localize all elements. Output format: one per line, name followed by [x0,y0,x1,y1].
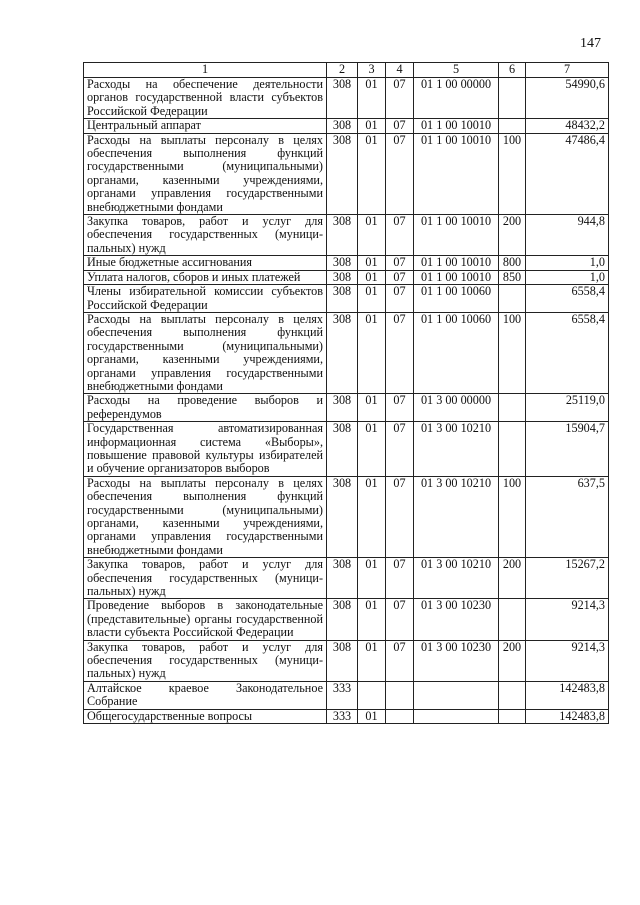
cell-section: 01 [358,270,386,284]
cell-name: Государственная автоматизированная информационная система «Выборы», повышение правовой культуры избирателей и обучение организаторов выборов [84,422,327,477]
cell-expense-type [499,119,526,133]
cell-target-article: 01 1 00 10010 [414,119,499,133]
budget-table [83,62,609,724]
cell-admin-code: 308 [327,476,358,557]
cell-name: Расходы на обеспечение деятельности органов государственной власти субъектов Российской Федерации [84,78,327,119]
cell-section: 01 [358,709,386,723]
cell-name: Расходы на выплаты персоналу в целях обеспечения выполнения функций государственными (муниципальными) органами, казенными учреждениями, органами управления государственными внебюджетными фондами [84,476,327,557]
header-col-7: 7 [526,63,609,78]
cell-admin-code: 308 [327,78,358,119]
cell-section: 01 [358,285,386,313]
cell-name: Расходы на проведение выборов и референдумов [84,394,327,422]
cell-section: 01 [358,599,386,640]
cell-admin-code: 308 [327,394,358,422]
cell-amount: 142483,8 [526,681,609,709]
cell-admin-code: 308 [327,270,358,284]
cell-section: 01 [358,558,386,599]
cell-amount: 9214,3 [526,640,609,681]
cell-name: Общегосударственные вопросы [84,709,327,723]
table-row [84,394,609,422]
cell-name: Расходы на выплаты персоналу в целях обеспечения выполнения функций государственными (муниципальными) органами, казенными учреждениями, органами управления государственными внебюджетными фондами [84,133,327,214]
cell-expense-type [499,422,526,477]
cell-section: 01 [358,394,386,422]
cell-target-article: 01 1 00 10010 [414,133,499,214]
cell-section: 01 [358,215,386,256]
cell-subsection: 07 [386,394,414,422]
cell-admin-code: 308 [327,640,358,681]
cell-admin-code: 308 [327,215,358,256]
table-row [84,558,609,599]
table-row [84,78,609,119]
cell-subsection [386,681,414,709]
cell-name: Уплата налогов, сборов и иных платежей [84,270,327,284]
cell-expense-type: 200 [499,558,526,599]
table-body [84,78,609,724]
cell-target-article: 01 3 00 10210 [414,558,499,599]
cell-amount: 637,5 [526,476,609,557]
cell-target-article: 01 3 00 00000 [414,394,499,422]
table-row [84,476,609,557]
cell-name: Члены избирательной комиссии субъектов Российской Федерации [84,285,327,313]
table-row [84,119,609,133]
cell-name: Закупка товаров, работ и услуг для обеспечения государственных (муниципальных) нужд [84,558,327,599]
cell-amount: 47486,4 [526,133,609,214]
header-col-3: 3 [358,63,386,78]
cell-admin-code: 308 [327,285,358,313]
cell-admin-code: 333 [327,681,358,709]
cell-expense-type [499,599,526,640]
cell-subsection: 07 [386,285,414,313]
cell-subsection: 07 [386,599,414,640]
cell-admin-code: 333 [327,709,358,723]
cell-expense-type: 200 [499,215,526,256]
cell-section: 01 [358,476,386,557]
cell-expense-type: 100 [499,133,526,214]
cell-amount: 142483,8 [526,709,609,723]
header-col-6: 6 [499,63,526,78]
cell-target-article: 01 3 00 10210 [414,476,499,557]
table-row [84,312,609,393]
cell-target-article: 01 1 00 10010 [414,256,499,270]
header-col-1: 1 [84,63,327,78]
cell-subsection: 07 [386,270,414,284]
cell-target-article: 01 3 00 10230 [414,640,499,681]
cell-section: 01 [358,133,386,214]
cell-amount: 15904,7 [526,422,609,477]
cell-subsection [386,709,414,723]
cell-admin-code: 308 [327,599,358,640]
table-row [84,215,609,256]
cell-section: 01 [358,78,386,119]
cell-amount: 6558,4 [526,285,609,313]
cell-admin-code: 308 [327,558,358,599]
header-col-5: 5 [414,63,499,78]
cell-section: 01 [358,312,386,393]
cell-section: 01 [358,119,386,133]
cell-target-article: 01 3 00 10230 [414,599,499,640]
cell-name: Закупка товаров, работ и услуг для обеспечения государственных (муниципальных) нужд [84,215,327,256]
cell-amount: 15267,2 [526,558,609,599]
cell-amount: 48432,2 [526,119,609,133]
cell-target-article: 01 1 00 10010 [414,270,499,284]
cell-amount: 944,8 [526,215,609,256]
cell-subsection: 07 [386,422,414,477]
cell-amount: 6558,4 [526,312,609,393]
cell-target-article: 01 1 00 00000 [414,78,499,119]
cell-target-article: 01 1 00 10060 [414,312,499,393]
cell-amount: 1,0 [526,270,609,284]
cell-admin-code: 308 [327,312,358,393]
cell-amount: 1,0 [526,256,609,270]
cell-expense-type: 800 [499,256,526,270]
cell-amount: 54990,6 [526,78,609,119]
cell-amount: 9214,3 [526,599,609,640]
cell-target-article: 01 3 00 10210 [414,422,499,477]
cell-section: 01 [358,422,386,477]
cell-section: 01 [358,256,386,270]
table-row [84,422,609,477]
cell-subsection: 07 [386,476,414,557]
cell-expense-type: 100 [499,312,526,393]
table-row [84,133,609,214]
cell-target-article: 01 1 00 10060 [414,285,499,313]
cell-amount: 25119,0 [526,394,609,422]
cell-name: Центральный аппарат [84,119,327,133]
cell-target-article [414,709,499,723]
cell-expense-type [499,394,526,422]
table-row [84,681,609,709]
cell-target-article [414,681,499,709]
cell-admin-code: 308 [327,256,358,270]
cell-subsection: 07 [386,640,414,681]
cell-subsection: 07 [386,312,414,393]
header-col-2: 2 [327,63,358,78]
cell-expense-type: 100 [499,476,526,557]
cell-admin-code: 308 [327,119,358,133]
cell-admin-code: 308 [327,422,358,477]
cell-expense-type [499,285,526,313]
table-row [84,270,609,284]
page-number: 147 [580,36,601,51]
table-row [84,599,609,640]
table-row [84,709,609,723]
cell-subsection: 07 [386,78,414,119]
cell-name: Иные бюджетные ассигнования [84,256,327,270]
cell-target-article: 01 1 00 10010 [414,215,499,256]
table-row [84,285,609,313]
cell-expense-type: 850 [499,270,526,284]
cell-name: Закупка товаров, работ и услуг для обеспечения государственных (муниципальных) нужд [84,640,327,681]
cell-expense-type [499,681,526,709]
table-row [84,256,609,270]
cell-name: Расходы на выплаты персоналу в целях обеспечения выполнения функций государственными (муниципальными) органами, казенными учреждениями, органами управления государственными внебюджетными фондами [84,312,327,393]
table-row [84,640,609,681]
cell-subsection: 07 [386,133,414,214]
cell-admin-code: 308 [327,133,358,214]
cell-subsection: 07 [386,558,414,599]
cell-expense-type [499,78,526,119]
header-col-4: 4 [386,63,414,78]
cell-subsection: 07 [386,119,414,133]
cell-expense-type: 200 [499,640,526,681]
header-row [84,63,609,78]
cell-section [358,681,386,709]
cell-subsection: 07 [386,256,414,270]
cell-name: Алтайское краевое Законодательное Собрание [84,681,327,709]
cell-expense-type [499,709,526,723]
cell-subsection: 07 [386,215,414,256]
cell-name: Проведение выборов в законодательные (представительные) органы государственной власти субъекта Российской Федерации [84,599,327,640]
cell-section: 01 [358,640,386,681]
